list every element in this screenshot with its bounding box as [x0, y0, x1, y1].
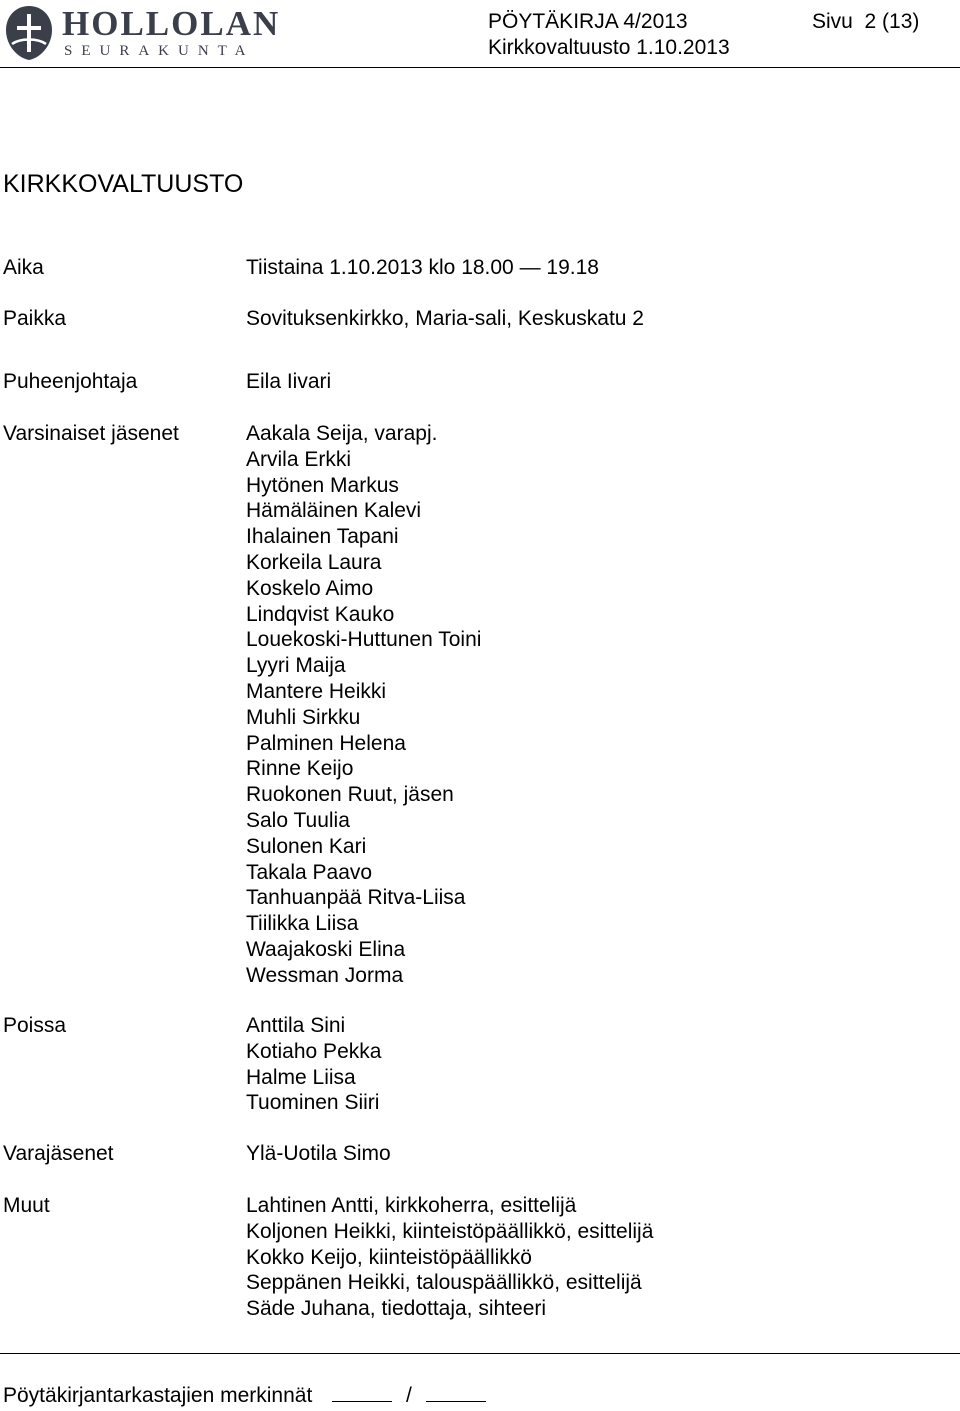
- list-item: Arvila Erkki: [246, 447, 352, 471]
- header-divider: [0, 67, 960, 68]
- list-item: Lyyri Maija: [246, 654, 346, 678]
- members-label: Varsinaiset jäsenet: [3, 422, 179, 445]
- time-label: Aika: [3, 256, 44, 279]
- list-item: Koskelo Aimo: [246, 576, 374, 600]
- list-item: Tanhuanpää Ritva-Liisa: [246, 886, 466, 910]
- list-item: Palminen Helena: [246, 731, 406, 755]
- list-item: Hämäläinen Kalevi: [246, 499, 422, 523]
- list-item: Wessman Jorma: [246, 963, 404, 987]
- list-item: Salo Tuulia: [246, 808, 350, 832]
- list-item: Tiilikka Liisa: [246, 912, 359, 936]
- footer-separator: /: [406, 1384, 412, 1407]
- absent-label: Poissa: [3, 1014, 67, 1037]
- footer-divider: [0, 1353, 960, 1354]
- list-item: Aakala Seija, varapj.: [246, 422, 438, 445]
- list-item: Säde Juhana, tiedottaja, sihteeri: [246, 1297, 547, 1321]
- list-item: Louekoski-Huttunen Toini: [246, 628, 482, 652]
- list-item: Mantere Heikki: [246, 679, 387, 703]
- list-item: Kokko Keijo, kiinteistöpäällikkö: [246, 1245, 532, 1269]
- footer-signature-line: [3, 1383, 486, 1409]
- page-title: KIRKKOVALTUUSTO: [3, 170, 244, 198]
- absent-list: [246, 1013, 381, 1116]
- list-item: Waajakoski Elina: [246, 937, 406, 961]
- chair-value: Eila Iivari: [246, 370, 332, 393]
- place-label: Paikka: [3, 307, 67, 330]
- list-item: Ylä-Uotila Simo: [246, 1142, 391, 1165]
- list-item: Kotiaho Pekka: [246, 1039, 382, 1063]
- document-title: PÖYTÄKIRJA 4/2013: [488, 10, 688, 33]
- logo-name: HOLLOLAN: [62, 4, 281, 43]
- list-item: Koljonen Heikki, kiinteistöpäällikkö, esittelijä: [246, 1219, 654, 1243]
- page-number: Sivu 2 (13): [812, 10, 920, 33]
- others-label: Muut: [3, 1194, 50, 1217]
- deputies-label: Varajäsenet: [3, 1142, 114, 1165]
- list-item: Ihalainen Tapani: [246, 525, 399, 549]
- logo-subtitle: SEURAKUNTA: [64, 43, 255, 59]
- list-item: Korkeila Laura: [246, 550, 382, 574]
- list-item: Takala Paavo: [246, 860, 373, 884]
- members-list: [246, 421, 481, 989]
- time-value: Tiistaina 1.10.2013 klo 18.00 — 19.18: [246, 256, 599, 279]
- list-item: Sulonen Kari: [246, 834, 367, 858]
- document-subtitle: Kirkkovaltuusto 1.10.2013: [488, 36, 730, 59]
- list-item: Tuominen Siiri: [246, 1091, 380, 1115]
- list-item: Anttila Sini: [246, 1014, 346, 1037]
- footer-text: Pöytäkirjantarkastajien merkinnät: [3, 1384, 313, 1407]
- list-item: Lahtinen Antti, kirkkoherra, esittelijä: [246, 1194, 577, 1217]
- list-item: Rinne Keijo: [246, 757, 354, 781]
- page-header: [0, 0, 960, 70]
- parish-emblem-icon: [2, 4, 56, 62]
- list-item: Ruokonen Ruut, jäsen: [246, 783, 454, 807]
- deputies-list: [246, 1141, 391, 1167]
- initials-blank-2: [426, 1383, 486, 1402]
- list-item: Lindqvist Kauko: [246, 602, 395, 626]
- parish-logo: [2, 4, 282, 62]
- list-item: Hytönen Markus: [246, 473, 399, 497]
- initials-blank-1: [332, 1383, 392, 1402]
- others-list: [246, 1193, 653, 1322]
- list-item: Halme Liisa: [246, 1065, 356, 1089]
- chair-label: Puheenjohtaja: [3, 370, 138, 393]
- list-item: Muhli Sirkku: [246, 705, 361, 729]
- list-item: Seppänen Heikki, talouspäällikkö, esittelijä: [246, 1271, 642, 1295]
- place-value: Sovituksenkirkko, Maria-sali, Keskuskatu 2: [246, 307, 644, 330]
